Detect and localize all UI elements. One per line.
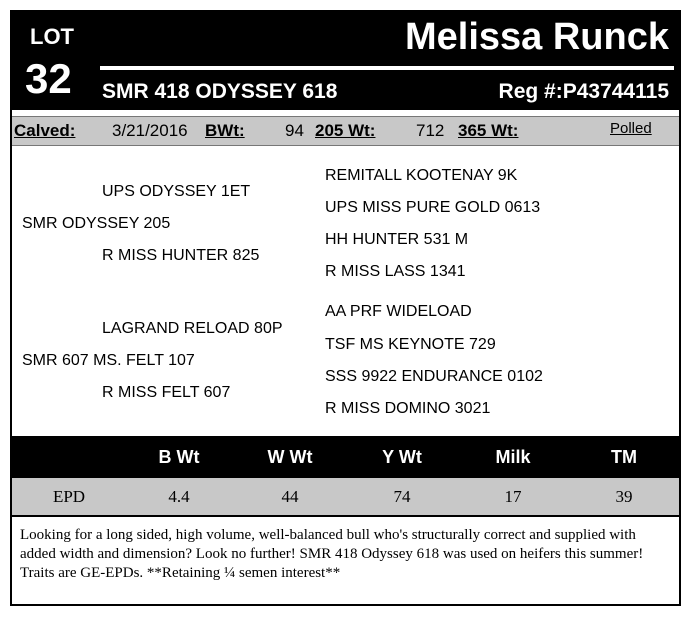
calved-label: Calved:: [14, 121, 76, 140]
lot-header: [12, 12, 679, 110]
epd-value-milk: 17: [504, 487, 522, 506]
epd-value-tm: 39: [615, 487, 633, 506]
bwt-value: 94: [285, 121, 304, 140]
lot-label: LOT: [30, 24, 74, 49]
bwt-label: BWt:: [205, 121, 245, 140]
epd-header-milk: Milk: [495, 447, 531, 467]
birth-data-row: [12, 116, 679, 146]
calved-value: 3/21/2016: [112, 121, 188, 140]
epd-header-bwt: B Wt: [158, 447, 200, 467]
registration-number: Reg #:P43744115: [498, 80, 669, 103]
sire-dam: R MISS HUNTER 825: [102, 247, 260, 264]
epd-header-ywt: Y Wt: [382, 447, 422, 467]
sire-sire-dam: UPS MISS PURE GOLD 0613: [325, 199, 541, 216]
epd-header-row: [12, 436, 679, 478]
dam: SMR 607 MS. FELT 107: [22, 352, 195, 369]
dam-sire: LAGRAND RELOAD 80P: [102, 320, 283, 337]
epd-value-ywt: 74: [393, 487, 411, 506]
epd-row-label: EPD: [52, 487, 86, 506]
sire: SMR ODYSSEY 205: [22, 215, 171, 232]
seller-name: Melissa Runck: [405, 16, 669, 58]
w205-value: 712: [416, 121, 445, 140]
epd-value-row: [12, 478, 679, 517]
dam-dam-sire: SSS 9922 ENDURANCE 0102: [325, 368, 543, 385]
dam-sire-dam: TSF MS KEYNOTE 729: [325, 336, 496, 353]
dam-dam: R MISS FELT 607: [102, 384, 231, 401]
w365-label: 365 Wt:: [458, 121, 519, 140]
header-divider: [100, 66, 674, 70]
lot-number: 32: [25, 55, 72, 102]
sire-dam-sire: HH HUNTER 531 M: [325, 231, 469, 248]
polled-status: Polled: [610, 120, 652, 137]
w205-label: 205 Wt:: [315, 121, 376, 140]
lot-description: Looking for a long sided, high volume, well-balanced bull who's structurally correct and supplied with added width and dimension? Look no further! SMR 418 Odyssey 618 was used on heifers this summer! Traits are GE-EPDs. **Retaining ¼ semen interest**: [20, 527, 644, 581]
epd-value-wwt: 44: [281, 487, 299, 506]
sire-sire: UPS ODYSSEY 1ET: [102, 183, 251, 200]
lot-card: [10, 10, 681, 606]
epd-header-wwt: W Wt: [267, 447, 313, 467]
epd-header-tm: TM: [611, 447, 637, 467]
sire-sire-sire: REMITALL KOOTENAY 9K: [325, 167, 518, 184]
pedigree: [12, 148, 679, 434]
bull-name: SMR 418 ODYSSEY 618: [102, 80, 338, 103]
sire-dam-dam: R MISS LASS 1341: [325, 263, 466, 280]
dam-sire-sire: AA PRF WIDELOAD: [325, 303, 472, 320]
epd-value-bwt: 4.4: [168, 487, 190, 506]
dam-dam-dam: R MISS DOMINO 3021: [325, 400, 491, 417]
